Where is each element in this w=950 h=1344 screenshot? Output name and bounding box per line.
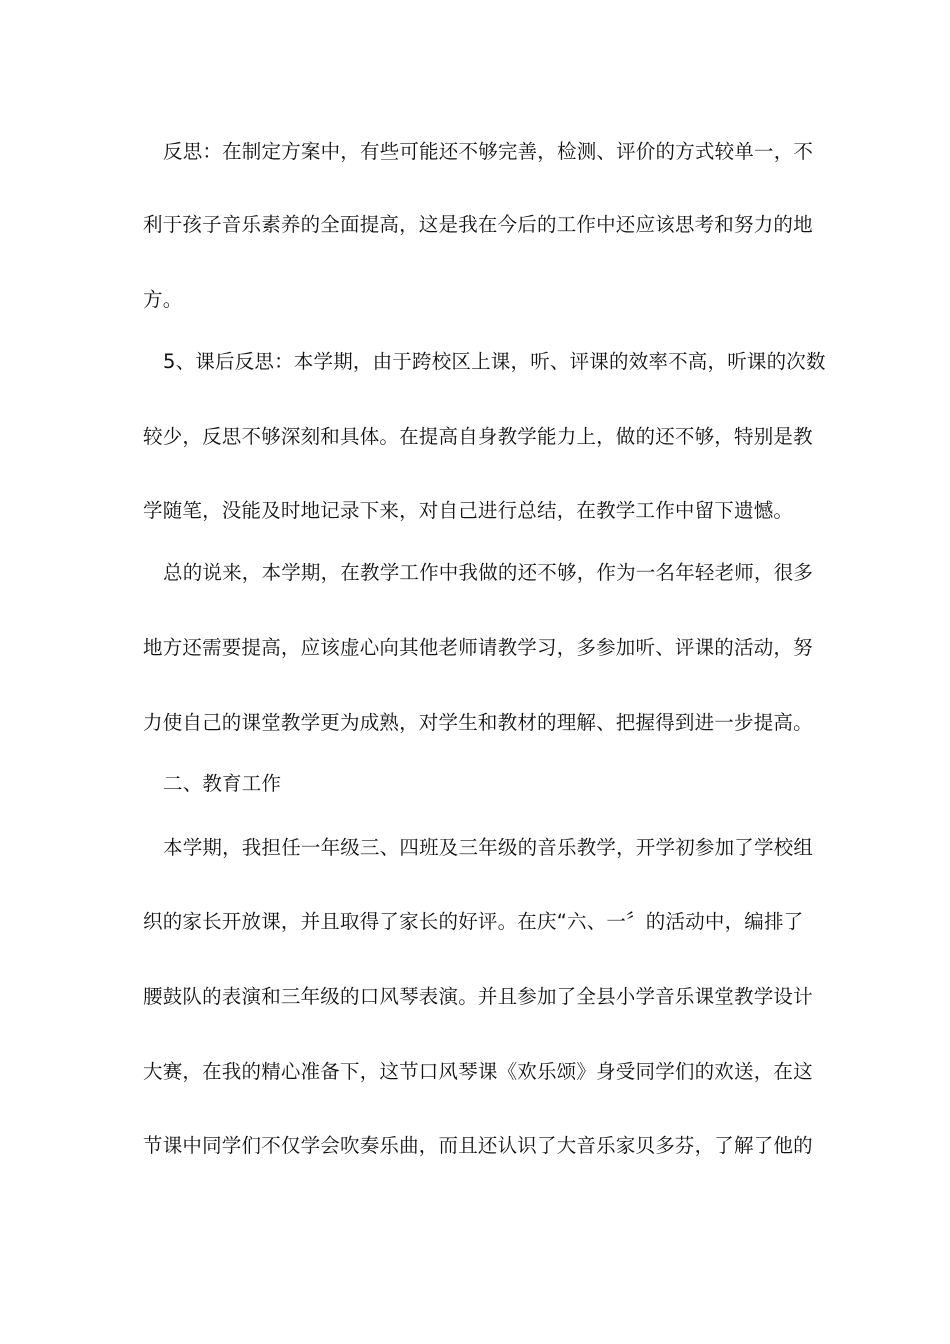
paragraph-line: 方。 — [143, 288, 183, 311]
paragraph-line: 较少，反思不够深刻和具体。在提高自身教学能力上，做的还不够，特别是教 — [143, 425, 813, 448]
paragraph-line: 学随笔，没能及时地记录下来，对自己进行总结，在教学工作中留下遗憾。 — [143, 499, 794, 522]
paragraph-line: 织的家长开放课，并且取得了家长的好评。在庆“六、一〞的活动中，编排了 — [143, 910, 804, 933]
paragraph-line: 地方还需要提高，应该虚心向其他老师请教学习，多参加听、评课的活动，努 — [143, 636, 813, 659]
paragraph-line: 本学期，我担任一年级三、四班及三年级的音乐教学，开学初参加了学校组 — [163, 836, 814, 859]
paragraph-line: 腰鼓队的表演和三年级的口风琴表演。并且参加了全县小学音乐课堂教学设计 — [143, 985, 813, 1008]
paragraph-line: 节课中同学们不仅学会吹奏乐曲，而且还认识了大音乐家贝多芬，了解了他的 — [143, 1134, 813, 1157]
paragraph-line: 5、课后反思：本学期，由于跨校区上课，听、评课的效率不高，听课的次数 — [163, 350, 826, 373]
paragraph-line: 利于孩子音乐素养的全面提高，这是我在今后的工作中还应该思考和努力的地 — [143, 213, 813, 236]
section-heading: 二、教育工作 — [163, 772, 282, 795]
paragraph-line: 总的说来，本学期，在教学工作中我做的还不够，作为一名年轻老师，很多 — [163, 561, 814, 584]
paragraph-line: 反思：在制定方案中，有些可能还不够完善，检测、评价的方式较单一，不 — [163, 140, 814, 163]
paragraph-line: 力使自己的课堂教学更为成熟，对学生和教材的理解、把握得到进一步提高。 — [143, 711, 813, 734]
paragraph-line: 大赛，在我的精心准备下，这节口风琴课《欢乐颂》身受同学们的欢送，在这 — [143, 1060, 813, 1083]
